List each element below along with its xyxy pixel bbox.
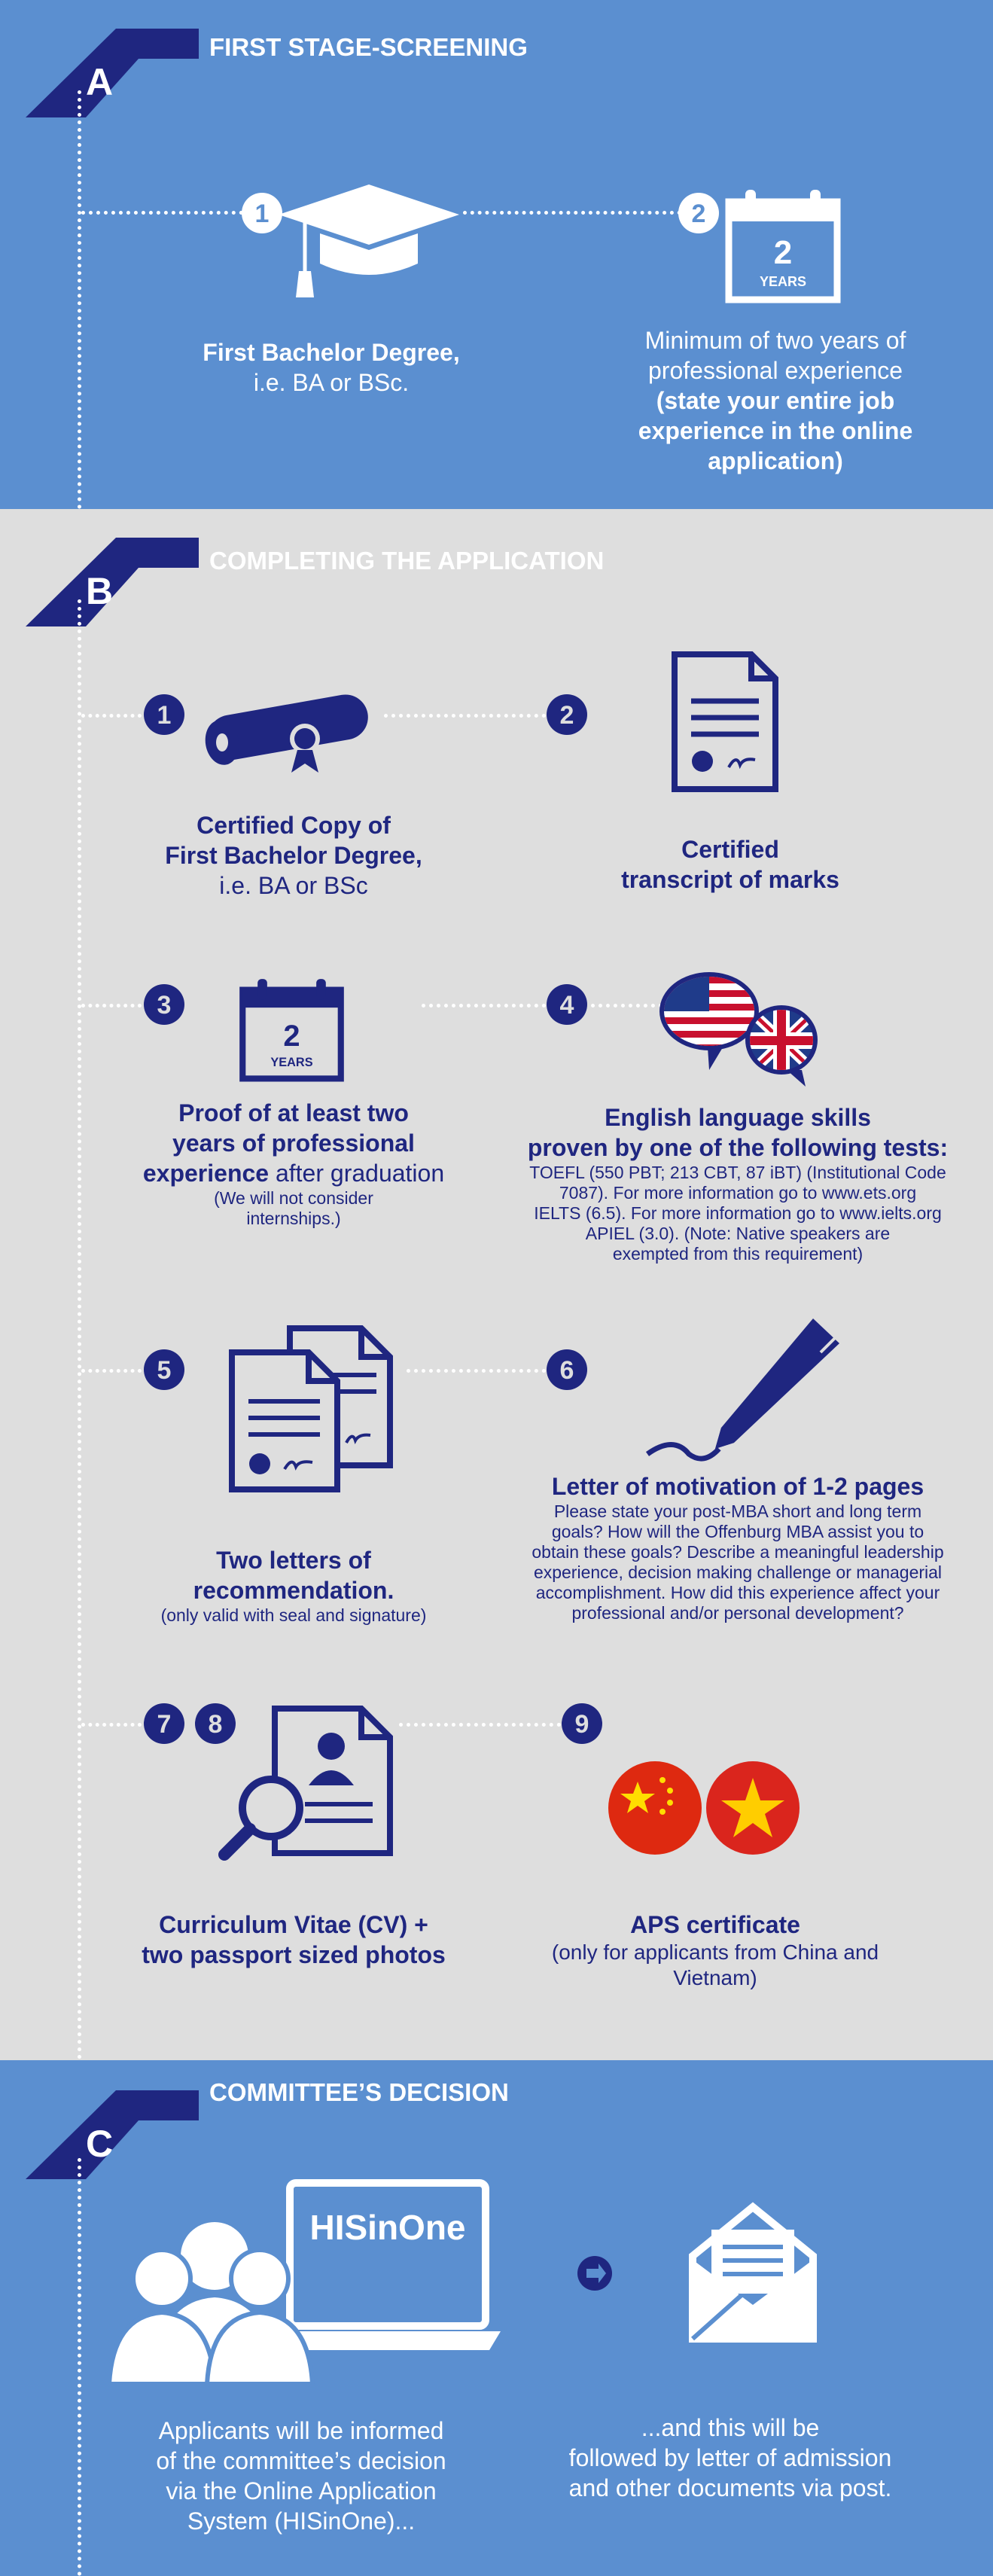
section-a-title: FIRST STAGE-SCREENING [209, 33, 528, 61]
item-b4-l5: exempted from this requirement) [612, 1244, 864, 1264]
item-b4-title1: English language skills [605, 1104, 871, 1131]
step-a2-bold1: (state your entire job [656, 387, 895, 414]
svg-text:YEARS: YEARS [759, 274, 807, 289]
item-b9-text [512, 1910, 918, 1991]
committee-right-line1: ...and this will be [641, 2414, 820, 2441]
connector-line [399, 1723, 561, 1727]
number-circle-icon [546, 694, 588, 736]
item-b1-text [105, 810, 482, 901]
number-circle-icon [561, 1703, 603, 1745]
section-c-title: COMMITTEE’S DECISION [209, 2078, 509, 2106]
diploma-scroll-icon [192, 678, 384, 776]
svg-text:4: 4 [559, 991, 574, 1020]
item-b2-title1: Certified [681, 836, 779, 863]
item-b5-text [98, 1545, 489, 1626]
item-b9-sub1: (only for applicants from China and [551, 1940, 879, 1964]
svg-text:2: 2 [283, 1019, 300, 1053]
connector-line [463, 211, 681, 215]
item-b3-title2: years of professional [172, 1129, 415, 1157]
connector-line [81, 211, 243, 215]
section-b [0, 509, 993, 2060]
svg-text:3: 3 [157, 991, 172, 1020]
committee-right-line2: followed by letter of admission [568, 2444, 892, 2471]
item-b3-title3-bold: experience [142, 1160, 270, 1187]
item-b4-l4: APIEL (3.0). (Note: Native speakers are [585, 1224, 891, 1243]
step-a2-line2: professional experience [648, 357, 903, 384]
svg-text:1: 1 [254, 200, 270, 228]
committee-left-text [105, 2416, 497, 2536]
section-b-vline [78, 599, 81, 2060]
hisinone-screen-label: HISinOne [309, 2208, 466, 2247]
step-a1-title: First Bachelor Degree, [203, 339, 460, 366]
document-icon [669, 648, 781, 795]
china-flag-icon [606, 1759, 704, 1857]
svg-text:YEARS: YEARS [270, 1056, 313, 1070]
item-b78-text [98, 1910, 489, 1970]
committee-right-text [519, 2413, 941, 2503]
number-circle-icon [678, 192, 720, 234]
item-b6-l4: experience, decision making challenge or managerial [533, 1562, 943, 1582]
number-circle-icon [546, 983, 588, 1026]
item-b5-title2: recommendation. [193, 1577, 394, 1604]
item-b3-sub1: (We will not consider [214, 1188, 373, 1208]
step-a2-bold3: application) [708, 447, 843, 474]
connector-line [81, 1004, 142, 1008]
svg-text:9: 9 [574, 1710, 589, 1739]
envelope-letter-icon [685, 2196, 821, 2343]
connector-line [81, 714, 142, 718]
section-c [0, 2060, 993, 2576]
item-b6-title: Letter of motivation of 1-2 pages [551, 1473, 924, 1500]
svg-text:7: 7 [157, 1710, 172, 1739]
svg-text:2: 2 [559, 701, 574, 730]
item-b6-l3: obtain these goals? Describe a meaningful leadership [532, 1542, 944, 1562]
item-b1-sub: i.e. BA or BSc [219, 872, 368, 899]
item-b3-title3-rest: after graduation [269, 1160, 445, 1187]
arrow-right-icon [576, 2254, 614, 2292]
svg-text:1: 1 [157, 701, 172, 730]
number-circle-icon [143, 983, 185, 1026]
item-b6-l5: accomplishment. How did this experience affect your [535, 1583, 940, 1602]
item-b78-title1: Curriculum Vitae (CV) + [159, 1911, 428, 1938]
section-b-title: COMPLETING THE APPLICATION [209, 547, 605, 575]
connector-line [591, 1004, 663, 1008]
item-b3-title1: Proof of at least two [178, 1099, 409, 1126]
graduation-cap-icon [275, 181, 463, 301]
svg-text:5: 5 [157, 1356, 172, 1385]
section-b-letter: B [86, 570, 114, 612]
item-b1-title2: First Bachelor Degree, [165, 842, 422, 869]
connector-line [384, 714, 546, 718]
calendar-icon [723, 188, 843, 305]
item-b4-l2: 7087). For more information go to www.ets.org [559, 1183, 917, 1203]
connector-line [81, 1369, 142, 1373]
section-a-vline [78, 90, 81, 509]
step-a1-sub: i.e. BA or BSc. [253, 369, 410, 396]
committee-left-line2: of the committee’s decision [156, 2447, 446, 2474]
item-b78-title2: two passport sized photos [142, 1941, 446, 1968]
item-b2-text [542, 834, 918, 895]
item-b4-l1: TOEFL (550 PBT; 213 CBT, 87 iBT) (Institutional Code [529, 1163, 946, 1182]
number-circle-icon [143, 694, 185, 736]
item-b3-text [98, 1098, 489, 1229]
number-circle-icon [143, 1703, 185, 1745]
connector-line [407, 1369, 546, 1373]
calendar-icon [237, 976, 346, 1085]
cv-magnifier-icon [218, 1703, 403, 1861]
item-b4-text [493, 1102, 982, 1264]
step-a2-bold2: experience in the online [638, 417, 913, 444]
committee-right-line3: and other documents via post. [568, 2474, 892, 2501]
step-a1-text [166, 337, 497, 398]
item-b5-title1: Two letters of [216, 1547, 371, 1574]
tag-b [26, 538, 199, 628]
svg-text:8: 8 [208, 1710, 223, 1739]
svg-text:6: 6 [559, 1356, 574, 1385]
recommendation-letters-icon [226, 1322, 395, 1495]
number-circle-icon [143, 1349, 185, 1391]
tag-c [26, 2090, 199, 2181]
item-b6-l6: professional and/or personal development? [571, 1603, 904, 1623]
item-b6-l1: Please state your post-MBA short and long term [553, 1501, 922, 1521]
connector-line [81, 1723, 142, 1727]
item-b9-sub2: Vietnam) [673, 1966, 757, 1989]
committee-left-line1: Applicants will be informed [158, 2417, 444, 2444]
pen-icon [644, 1315, 851, 1465]
section-a [0, 0, 993, 509]
connector-line [422, 1004, 546, 1008]
item-b5-sub: (only valid with seal and signature) [160, 1605, 427, 1625]
step-a2-line1: Minimum of two years of [644, 327, 906, 354]
item-b4-title2: proven by one of the following tests: [527, 1134, 949, 1161]
committee-left-line4: System (HISinOne)... [187, 2507, 416, 2535]
item-b1-title1: Certified Copy of [196, 812, 391, 839]
section-a-letter: A [86, 61, 114, 103]
committee-left-line3: via the Online Application [166, 2477, 437, 2504]
us-uk-flags-icon [655, 965, 821, 1089]
item-b9-title: APS certificate [630, 1911, 800, 1938]
number-circle-icon [546, 1349, 588, 1391]
item-b3-sub2: internships.) [246, 1209, 341, 1228]
item-b2-title2: transcript of marks [621, 866, 839, 893]
vietnam-flag-icon [704, 1759, 802, 1857]
tag-a [26, 29, 199, 119]
item-b4-l3: IELTS (6.5). For more information go to www.ielts.org [534, 1203, 942, 1223]
section-c-letter: C [86, 2123, 114, 2165]
section-c-vline [78, 2158, 81, 2576]
item-b6-l2: goals? How will the Offenburg MBA assist you to [551, 1522, 924, 1541]
svg-text:2: 2 [691, 200, 706, 228]
step-a2-text [580, 325, 971, 476]
item-b6-text [489, 1471, 986, 1623]
svg-text:2: 2 [773, 234, 793, 271]
